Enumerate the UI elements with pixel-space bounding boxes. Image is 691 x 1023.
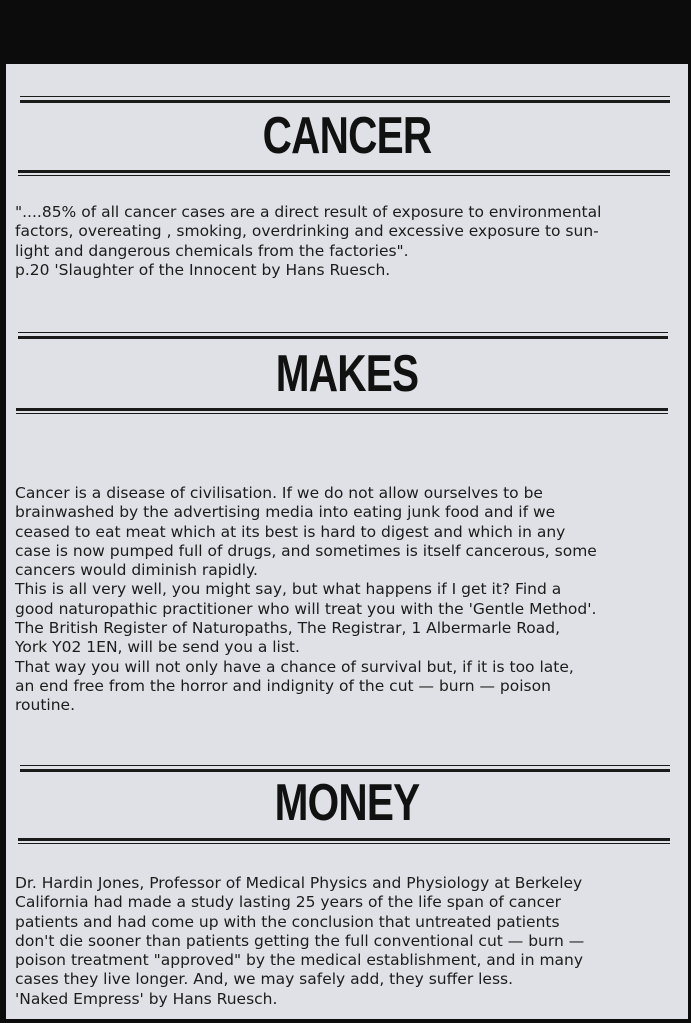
- text-line: cancers would diminish rapidly.: [15, 561, 258, 580]
- text-line: brainwashed by the advertising media into eating junk food and if we: [15, 503, 556, 522]
- text-line: The British Register of Naturopaths, The Registrar, 1 Albermarle Road,: [15, 619, 561, 638]
- divider: [16, 413, 668, 414]
- divider: [18, 332, 668, 333]
- text-line: Cancer is a disease of civilisation. If we do not allow ourselves to be: [15, 484, 543, 502]
- text-line: This is all very well, you might say, but what happens if I get it? Find a: [15, 580, 562, 599]
- text-line: light and dangerous chemicals from the factories".: [15, 241, 409, 260]
- text-line: poison treatment "approved" by the medical establishment, and in many: [15, 951, 584, 970]
- text-line: Dr. Hardin Jones, Professor of Medical Physics and Physiology at Berkeley: [15, 874, 583, 892]
- text-line: patients and had come up with the conclusion that untreated patients: [15, 912, 560, 931]
- divider: [18, 843, 670, 844]
- poster-page: [6, 64, 688, 1019]
- text-line: p.20 'Slaughter of the Innocent by Hans Ruesch.: [15, 260, 391, 279]
- divider: [20, 765, 670, 766]
- headline-makes: MAKES: [275, 345, 419, 403]
- text-line: routine.: [15, 696, 76, 715]
- text-line: cases they live longer. And, we may safely add, they suffer less.: [15, 970, 514, 989]
- text-line: California had made a study lasting 25 years of the life span of cancer: [15, 893, 562, 912]
- text-line: good naturopathic practitioner who will treat you with the 'Gentle Method'.: [15, 599, 597, 618]
- text-line: an end free from the horror and indignity of the cut — burn — poison: [15, 676, 551, 695]
- divider: [18, 175, 670, 176]
- divider: [18, 336, 668, 339]
- text-line: factors, overeating , smoking, overdrinking and excessive exposure to sun-: [15, 222, 599, 241]
- makes-paragraph: [15, 484, 667, 716]
- divider: [18, 838, 670, 841]
- divider: [20, 96, 670, 97]
- text-line: 'Naked Empress' by Hans Ruesch.: [15, 989, 278, 1008]
- cancer-paragraph: [15, 203, 667, 280]
- divider: [16, 408, 668, 411]
- divider: [20, 769, 670, 772]
- text-line: ceased to eat meat which at its best is hard to digest and which in any: [15, 522, 566, 541]
- text-line: case is now pumped full of drugs, and sometimes is itself cancerous, some: [15, 541, 597, 560]
- headline-money: MONEY: [274, 774, 420, 832]
- text-line: That way you will not only have a chance of survival but, if it is too late,: [15, 657, 574, 676]
- text-line: York Y02 1EN, will be send you a list.: [15, 638, 300, 657]
- divider: [20, 100, 670, 103]
- money-paragraph: [15, 874, 667, 1009]
- divider: [18, 170, 670, 173]
- text-line: don't die sooner than patients getting the full conventional cut — burn —: [15, 931, 585, 950]
- headline-cancer: CANCER: [262, 107, 432, 165]
- text-line: "....85% of all cancer cases are a direct result of exposure to environmental: [15, 203, 602, 221]
